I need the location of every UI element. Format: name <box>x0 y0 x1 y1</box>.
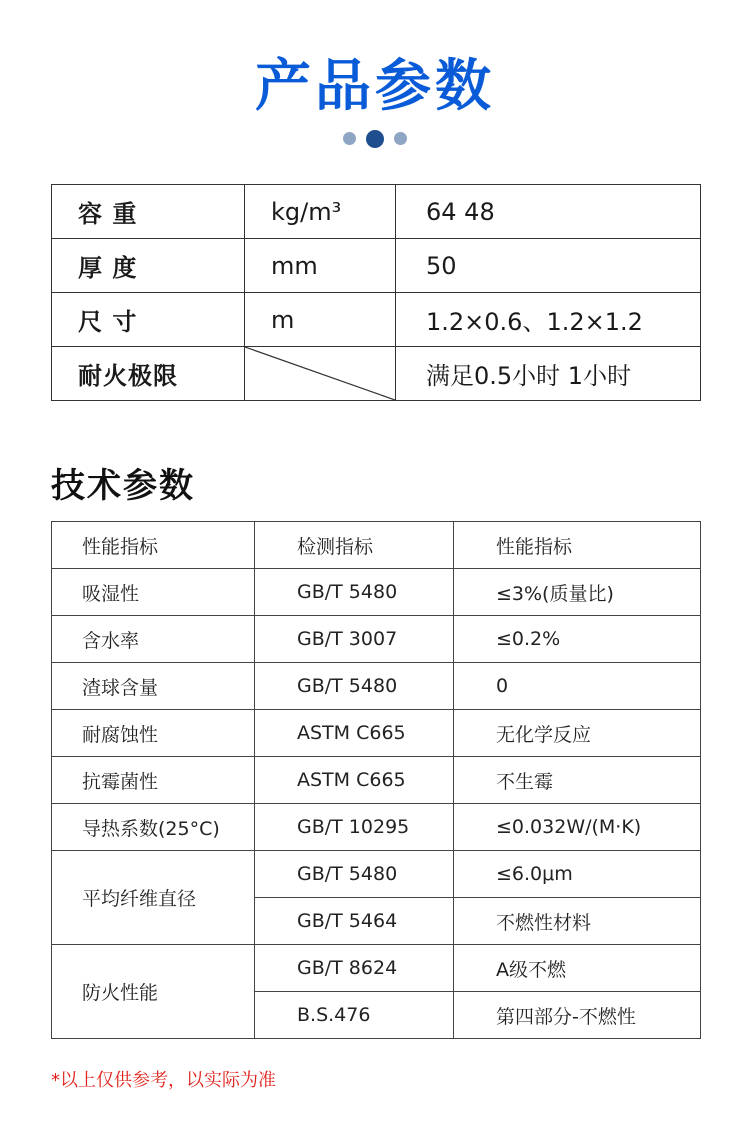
test-result: ≤3%(质量比) <box>454 569 701 616</box>
column-header: 性能指标 <box>454 522 701 569</box>
param-name: 厚 度 <box>52 239 245 293</box>
param-value: 满足0.5小时 1小时 <box>396 347 701 401</box>
property-name: 吸湿性 <box>52 569 255 616</box>
empty-diagonal-cell <box>245 347 396 401</box>
table-row <box>52 293 701 347</box>
param-unit: mm <box>245 239 396 293</box>
product-params-table <box>51 184 701 401</box>
table-row <box>52 185 701 239</box>
dot-indicator-active <box>366 130 384 148</box>
dot-indicator <box>394 132 407 145</box>
section-title: 技术参数 <box>51 466 195 506</box>
property-name: 导热系数(25°C) <box>52 804 255 851</box>
test-standard: ASTM C665 <box>255 710 454 757</box>
column-header: 检测指标 <box>255 522 454 569</box>
table-row <box>52 710 701 757</box>
test-result: 不生霉 <box>454 757 701 804</box>
test-standard: GB/T 5464 <box>255 898 454 945</box>
table-header-row <box>52 522 701 569</box>
table-row <box>52 945 701 992</box>
property-name: 含水率 <box>52 616 255 663</box>
param-unit: kg/m³ <box>245 185 396 239</box>
page-title: 产品参数 <box>255 54 495 119</box>
test-result: 无化学反应 <box>454 710 701 757</box>
param-value: 64 48 <box>396 185 701 239</box>
property-name: 防火性能 <box>52 945 255 1039</box>
table-row <box>52 757 701 804</box>
property-name: 渣球含量 <box>52 663 255 710</box>
test-standard: B.S.476 <box>255 992 454 1039</box>
tech-params-table <box>51 521 701 1039</box>
test-result: 第四部分-不燃性 <box>454 992 701 1039</box>
column-header: 性能指标 <box>52 522 255 569</box>
test-standard: GB/T 10295 <box>255 804 454 851</box>
test-result: ≤0.2% <box>454 616 701 663</box>
property-name: 平均纤维直径 <box>52 851 255 945</box>
test-standard: GB/T 8624 <box>255 945 454 992</box>
test-standard: GB/T 5480 <box>255 569 454 616</box>
test-result: ≤0.032W/(M·K) <box>454 804 701 851</box>
test-result: 0 <box>454 663 701 710</box>
diagonal-line <box>245 347 395 400</box>
table-row <box>52 347 701 401</box>
table-row <box>52 851 701 898</box>
param-value: 50 <box>396 239 701 293</box>
table-row <box>52 663 701 710</box>
table-row <box>52 239 701 293</box>
test-result: ≤6.0μm <box>454 851 701 898</box>
param-name: 耐火极限 <box>52 347 245 401</box>
param-unit: m <box>245 293 396 347</box>
dot-indicator <box>343 132 356 145</box>
table-row <box>52 804 701 851</box>
test-standard: GB/T 3007 <box>255 616 454 663</box>
test-standard: ASTM C665 <box>255 757 454 804</box>
test-result: 不燃性材料 <box>454 898 701 945</box>
test-standard: GB/T 5480 <box>255 663 454 710</box>
table-row <box>52 616 701 663</box>
test-standard: GB/T 5480 <box>255 851 454 898</box>
property-name: 耐腐蚀性 <box>52 710 255 757</box>
param-name: 容 重 <box>52 185 245 239</box>
disclaimer-note: *以上仅供参考，以实际为准 <box>51 1070 276 1091</box>
pagination-dots <box>0 128 750 148</box>
param-value: 1.2×0.6、1.2×1.2 <box>396 293 701 347</box>
table-row <box>52 569 701 616</box>
property-name: 抗霉菌性 <box>52 757 255 804</box>
test-result: A级不燃 <box>454 945 701 992</box>
param-name: 尺 寸 <box>52 293 245 347</box>
